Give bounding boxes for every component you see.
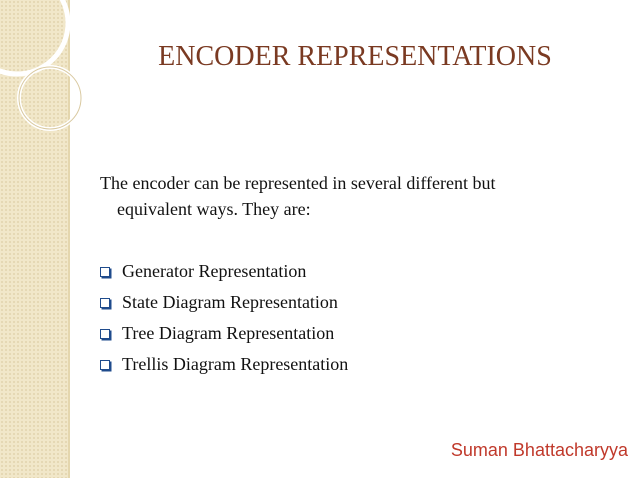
representation-list: [99, 256, 348, 380]
list-item-label: Tree Diagram Representation: [122, 323, 335, 343]
author-credit: Suman Bhattacharyya: [450, 440, 628, 460]
intro-line-2: equivalent ways. They are:: [117, 199, 311, 219]
list-item-trellis-diagram: [99, 349, 348, 380]
list-item-state-diagram: [99, 287, 348, 318]
list-item-label: State Diagram Representation: [122, 292, 338, 312]
hollow-square-bullet-icon: [100, 329, 110, 339]
list-item-label: Trellis Diagram Representation: [122, 354, 349, 374]
intro-paragraph: [100, 170, 600, 222]
intro-line-1: The encoder can be represented in several different but: [100, 173, 496, 193]
list-item-label: Generator Representation: [122, 261, 307, 281]
circle-arcs-decoration: [0, 0, 140, 180]
hollow-square-bullet-icon: [100, 267, 110, 277]
list-item-generator: [99, 256, 348, 287]
list-item-tree-diagram: [99, 318, 348, 349]
hollow-square-bullet-icon: [100, 360, 110, 370]
hollow-square-bullet-icon: [100, 298, 110, 308]
slide-title: ENCODER REPRESENTATIONS: [158, 41, 552, 72]
